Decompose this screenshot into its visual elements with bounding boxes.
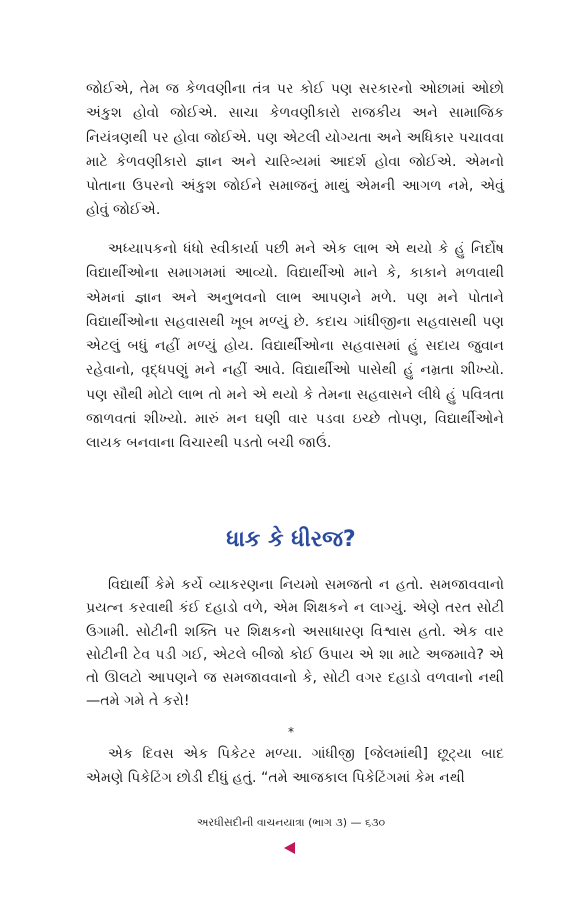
paragraph-2: અધ્યાપકનો ધંધો સ્વીકાર્યા પછી મને એક લાભ એ થયો કે હું નિર્દોષ વિદ્યાર્થીઓના સમાગમમાં આવ્યો. વિદ્યાર્થીઓ માને કે, કાકાને મળવાથી એમનાં જ્ઞાન અને અનુભવનો લાભ આપણને મળે. પણ મને પોતાને વિદ્યાર્થીઓના સહવાસથી ખૂબ મળ્યું છે. કદાચ ગાંધીજીના સહવાસથી પણ એટલું બધું નહીં મળ્યું હોય. વિદ્યાર્થીઓના સહવાસમાં હું સદાય જુવાન રહેવાનો, વૃદ્ધપણું મને નહીં આવે. વિદ્યાર્થીઓ પાસેથી હું નમ્રતા શીખ્યો. પણ સૌથી મોટો લાભ તો મને એ થયો કે તેમના સહવાસને લીધે હું પવિત્રતા જાળવતાં શીખ્યો. મારું મન ઘણી વાર પડવા ઇચ્છે તોપણ, વિદ્યાર્થીઓને લાયક બનવાના વિચારથી પડતો બચી જાઉં. (86, 241, 504, 452)
section-heading: ધાક કે ધીરજ? (226, 527, 356, 552)
previous-page-icon[interactable] (284, 842, 295, 854)
paragraph-1: જોઈએ, તેમ જ કેળવણીના તંત્ર પર કોઈ પણ સરકારનો ઓછામાં ઓછો અંકુશ હોવો જોઈએ. સાચા કેળવણીકારો રાજકીય અને સામાજિક નિયંત્રણથી પર હોવા જોઈએ. પણ એટલી યોગ્યતા અને અધિકાર પચાવવા માટે કેળવણીકારો જ્ઞાન અને ચારિત્ર્યમાં આદર્શ હોવા જોઈએ. એમનો પોતાના ઉપરનો અંકુશ જોઈને સમાજનું માથું એમની આગળ નમે, એવું હોવું જોઈએ. (86, 81, 504, 219)
page-footer: અરધીસદીની વાચનયાત્રા (ભાગ ૩) — ૬૩૦ (196, 816, 386, 829)
paragraph-3: વિદ્યાર્થી કેમે કર્યે વ્યાકરણના નિયમો સમજતો ન હતો. સમજાવવાનો પ્રયત્ન કરવાથી કંઈ દહાડો વળે, એમ શિક્ષકને ન લાગ્યું. એણે તરત સોટી ઉગામી. સોટીની શક્તિ પર શિક્ષકનો અસાધારણ વિશ્વાસ હતો. એક વાર સોટીની ટેવ પડી ગઈ, એટલે બીજો કોઈ ઉપાય એ શા માટે અજમાવે? એ તો ઊલટો આપણને જ સમજાવવાનો કે, સોટી વગર દહાડો વળવાનો નથી—તમે ગમે તે કરો! (86, 577, 504, 710)
section-separator: * (288, 725, 294, 739)
paragraph-4: એક દિવસ એક પિકેટર મળ્યા. ગાંધીજી [જેલમાંથી] છૂટ્યા બાદ એમણે પિકેટિંગ છોડી દીધું હતું. “તમે આજકાલ પિકેટિંગમાં કેમ નથી (86, 746, 504, 787)
